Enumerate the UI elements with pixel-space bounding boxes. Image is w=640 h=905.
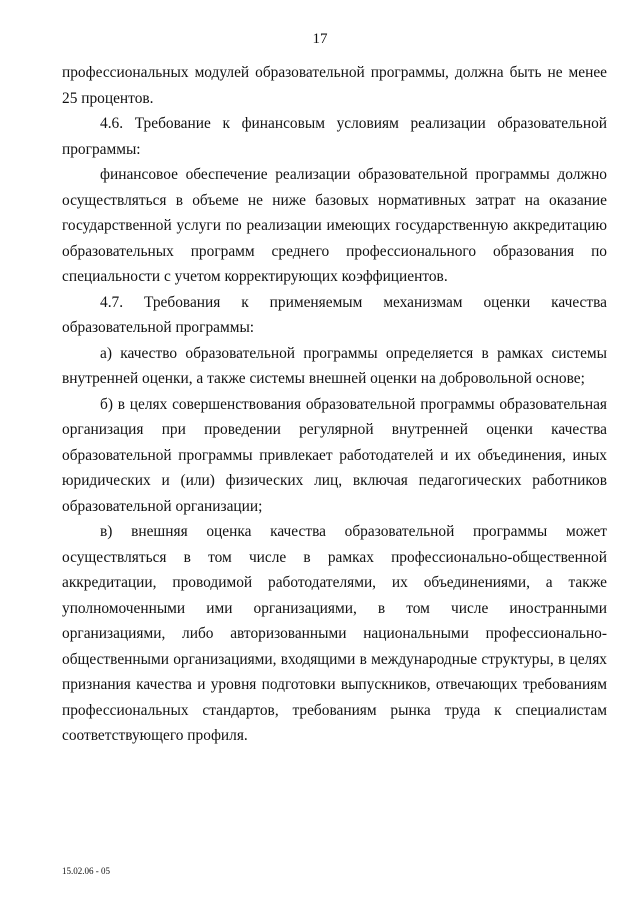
paragraph-section-4-6-heading: 4.6. Требование к финансовым условиям реализации образовательной программы: bbox=[62, 115, 607, 158]
paragraph-item-a: а) качество образовательной программы определяется в рамках системы внутренней оценки, а также системы внешней оценки на добровольной основе; bbox=[62, 344, 607, 387]
paragraph-continuation: профессиональных модулей образовательной программы, должна быть не менее 25 процентов. bbox=[62, 64, 607, 107]
paragraph-section-4-7-heading: 4.7. Требования к применяемым механизмам оценки качества образовательной программы: bbox=[62, 293, 607, 336]
paragraph-item-v: в) внешняя оценка качества образовательной программы может осуществляться в том числе в рамках профессионально-общественной аккредитации, проводимой работодателями, их объединениями, а также уполномоченными ими организациями, в том числе иностранными организациями, либо авторизованными национальными профессионально-общественными организациями, входящими в международные структуры, в целях признания качества и уровня подготовки выпускников, отвечающих требованиям профессиональных стандартов, требованиям рынка труда к специалистам соответствующего профиля. bbox=[62, 523, 607, 744]
document-body bbox=[62, 60, 607, 749]
paragraph-financial-provision: финансовое обеспечение реализации образовательной программы должно осуществляться в объеме не ниже базовых нормативных затрат на оказание государственной услуги по реализации имеющих государственную аккредитацию образовательных программ среднего профессионального образования по специальности с учетом корректирующих коэффициентов. bbox=[62, 166, 607, 285]
paragraph-item-b: б) в целях совершенствования образовательной программы образовательная организация при проведении регулярной внутренней оценки качества образовательной программы привлекает работодателей и их объединения, иных юридических и (или) физических лиц, включая педагогических работников образовательной организации; bbox=[62, 395, 607, 515]
page-number: 17 bbox=[312, 31, 328, 47]
footer-document-code: 15.02.06 - 05 bbox=[62, 866, 110, 876]
